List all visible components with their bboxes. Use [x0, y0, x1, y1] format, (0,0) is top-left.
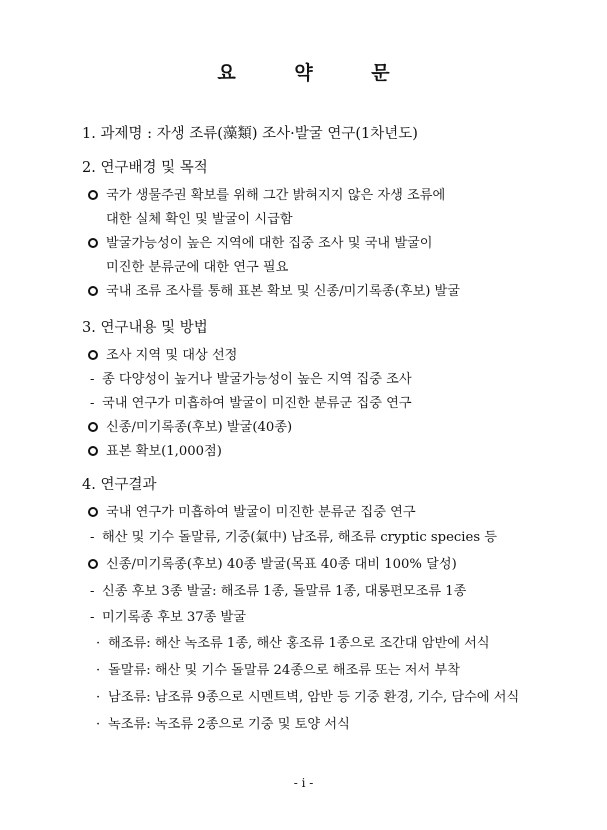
section-1-heading: 1. 과제명 : 자생 조류(藻類) 조사·발굴 연구(1차년도) [82, 126, 418, 142]
list-item: 발굴가능성이 높은 지역에 대한 집중 조사 및 국내 발굴이 [88, 232, 433, 251]
dot-item: · 해조류: 해산 녹조류 1종, 해산 홍조류 1종으로 조간대 암반에 서식 [96, 636, 490, 651]
list-item: 표본 확보(1,000점) [88, 440, 222, 459]
page-number: - i - [293, 776, 314, 790]
dash-item: - 미기록종 후보 37종 발굴 [90, 610, 247, 625]
circle-bullet-icon [88, 559, 98, 569]
circle-bullet-icon [88, 446, 98, 456]
dash-item: - 국내 연구가 미흡하여 발굴이 미진한 분류군 집중 연구 [90, 396, 412, 411]
list-item-continuation: 미진한 분류군에 대한 연구 필요 [106, 260, 289, 275]
circle-bullet-icon [88, 190, 98, 200]
list-item: 신종/미기록종(후보) 40종 발굴(목표 40종 대비 100% 달성) [88, 553, 457, 572]
circle-bullet-icon [88, 286, 98, 296]
section-4-heading: 4. 연구결과 [82, 477, 157, 493]
list-item: 조사 지역 및 대상 선정 [88, 344, 237, 363]
list-item: 신종/미기록종(후보) 발굴(40종) [88, 416, 292, 435]
section-2-heading: 2. 연구배경 및 목적 [82, 160, 208, 176]
dot-item: · 녹조류: 녹조류 2종으로 기중 및 토양 서식 [96, 717, 350, 732]
circle-bullet-icon [88, 350, 98, 360]
circle-bullet-icon [88, 422, 98, 432]
dot-item: · 남조류: 남조류 9종으로 시멘트벽, 암반 등 기중 환경, 기수, 담수에 서식 [96, 690, 520, 705]
section-3-heading: 3. 연구내용 및 방법 [82, 320, 208, 336]
circle-bullet-icon [88, 238, 98, 248]
list-item: 국내 연구가 미흡하여 발굴이 미진한 분류군 집중 연구 [88, 501, 416, 520]
dash-item: - 종 다양성이 높거나 발굴가능성이 높은 지역 집중 조사 [90, 372, 412, 387]
circle-bullet-icon [88, 507, 98, 517]
list-item-continuation: 대한 실체 확인 및 발굴이 시급함 [106, 212, 293, 227]
page-title: 요 약 문 [217, 62, 416, 84]
dash-item: - 해산 및 기수 돌말류, 기중(氣中) 남조류, 해조류 cryptic species 등 [90, 530, 498, 545]
dash-item: - 신종 후보 3종 발굴: 해조류 1종, 돌말류 1종, 대롱편모조류 1종 [90, 584, 467, 599]
list-item: 국내 조류 조사를 통해 표본 확보 및 신종/미기록종(후보) 발굴 [88, 280, 460, 299]
list-item: 국가 생물주권 확보를 위해 그간 밝혀지지 않은 자생 조류에 [88, 184, 445, 203]
dot-item: · 돌말류: 해산 및 기수 돌말류 24종으로 해조류 또는 저서 부착 [96, 663, 460, 678]
